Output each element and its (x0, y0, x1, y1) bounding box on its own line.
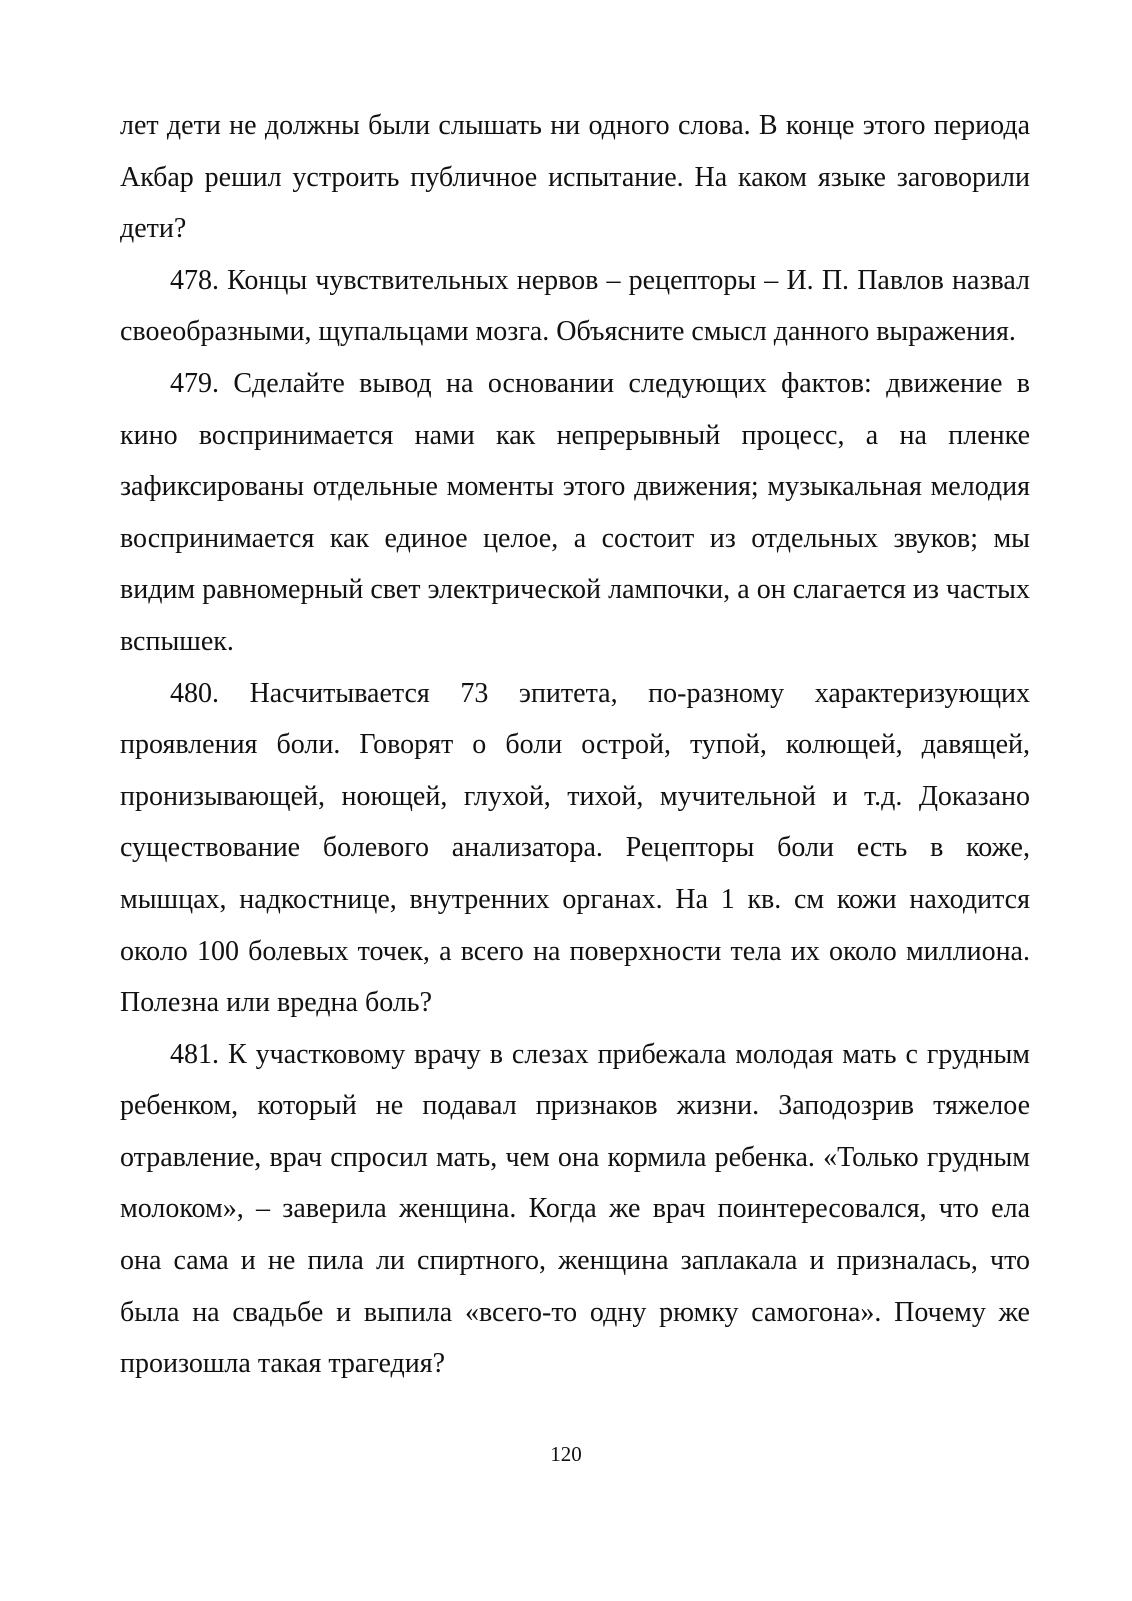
page-number: 120 (550, 1442, 582, 1466)
page-body (120, 100, 1030, 1390)
paragraph-480: 480. Насчитывается 73 эпитета, по-разному характеризующих проявления боли. Говорят о боли острой, тупой, колющей, давящей, пронизывающей, ноющей, глухой, тихой, мучительной и т.д. Доказано существование болевого анализатора. Рецепторы боли есть в коже, мышцах, надкостнице, внутренних органах. На 1 кв. см кожи находится около 100 болевых точек, а всего на поверхности тела их около миллиона. Полезна или вредна боль? (120, 677, 1030, 1019)
paragraph-479: 479. Сделайте вывод на основании следующих фактов: движение в кино воспринимается нами как непрерывный процесс, а на пленке зафиксированы отдельные моменты этого движения; музыкальная мелодия воспринимается как единое целое, а состоит из отдельных звуков; мы видим равномерный свет электрической лампочки, а он слагается из частых вспышек. (120, 367, 1030, 657)
paragraph-481: 481. К участковому врачу в слезах прибежала молодая мать с грудным ребенком, который не подавал признаков жизни. Заподозрив тяжелое отравление, врач спросил мать, чем она кормила ребенка. «Только грудным молоком», – заверила женщина. Когда же врач поинтересовался, что ела она сама и не пила ли спиртного, женщина заплакала и призналась, что была на свадьбе и выпила «всего-то одну рюмку самогона». Почему же произошла такая трагедия? (120, 1038, 1030, 1380)
paragraph-continuation: лет дети не должны были слышать ни одного слова. В конце этого периода Акбар решил устроить публичное испытание. На каком языке заговорили дети? (120, 110, 1030, 245)
paragraph-478: 478. Концы чувствительных нервов – рецепторы – И. П. Павлов назвал своеобразными, щупальцами мозга. Объясните смысл данного выражения. (120, 264, 1030, 348)
